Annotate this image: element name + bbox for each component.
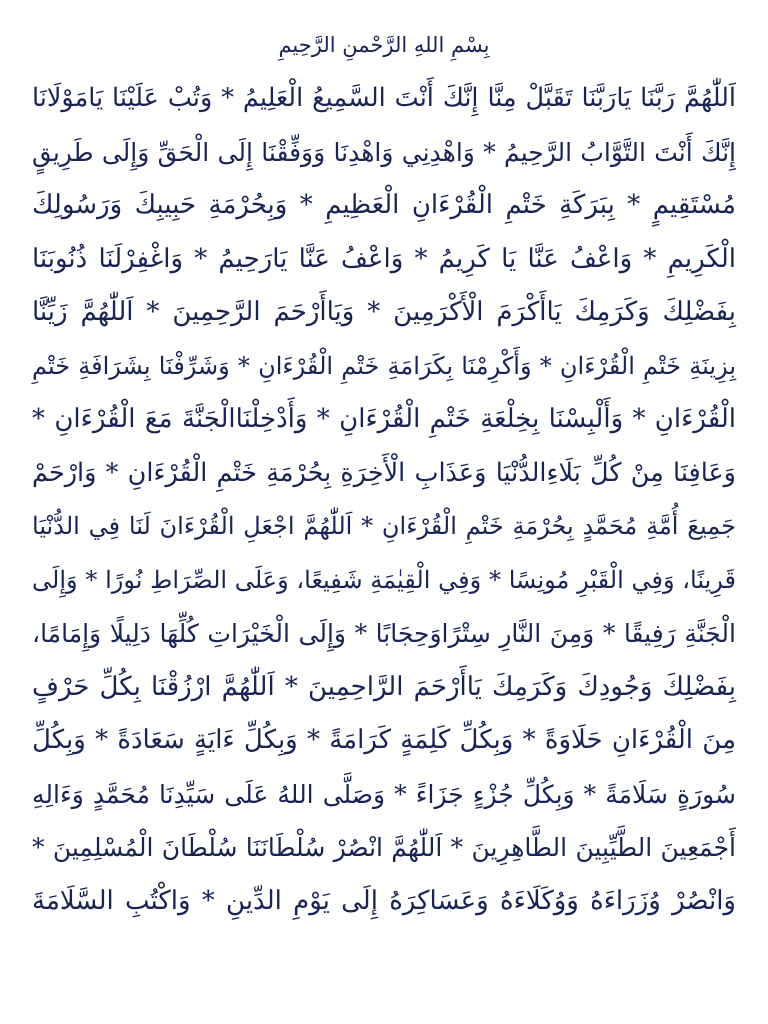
basmala-heading: بِسْمِ اللهِ الرَّحْمنِ الرَّحِيمِ bbox=[278, 33, 490, 57]
prayer-line-3: مُسْتَقِيمٍ * بِبَرَكَةِ خَتْمِ الْقُرْءَانِ الْعَظِيمِ * وَبِحُرْمَةِ حَبِيبِكَ وَرَسُولِكَ bbox=[32, 190, 736, 220]
prayer-line-7: الْقُرْءَانِ * وَأَلْبِسْنَا بِخِلْعَةِ خَتْمِ الْقُرْءَانِ * وَأَدْخِلْنَاالْجَنَّةَ مَعَ الْقُرْءَانِ * bbox=[32, 404, 736, 434]
prayer-line-14: سُورَةٍ سَلَامَةً * وَبِكُلِّ جُزْءٍ جَزَاءً * وَصَلَّى اللهُ عَلَى سَيِّدِنَا مُحَمَّدٍ وَءَالِهِ bbox=[32, 779, 736, 809]
prayer-line-8: وَعَافِنَا مِنْ كُلِّ بَلَاءِالدُّنْيَا وَعَذَابِ الْأَخِرَةِ بِحُرْمَةِ خَتْمِ الْقُرْءَانِ * وَارْحَمْ bbox=[32, 457, 736, 488]
prayer-line-15: أَجْمَعِينَ الطَّيِّبِينَ الطَّاهِرِينَ * اَللّٰهُمَّ انْصُرْ سُلْطَانَنَا سُلْطَانَ الْمُسْلِمِينَ * bbox=[32, 833, 736, 862]
prayer-line-13: مِنَ الْقُرْءَانِ حَلَاوَةً * وَبِكُلِّ كَلِمَةٍ كَرَامَةً * وَبِكُلِّ ءَايَةٍ سَعَادَةً * وَبِكُلِّ bbox=[32, 725, 736, 755]
prayer-line-10: قَرِينًا، وَفِي الْقَبْرِ مُونِسًا * وَفِي الْقِيٰمَةِ شَفِيعًا، وَعَلَى الصِّرَاطِ نُورًا * وَإِلَى bbox=[32, 565, 736, 594]
prayer-line-11: الْجَنَّةِ رَفِيقًا * وَمِنَ النَّارِ سِتْرًاوَحِجَابًا * وَإِلَى الْخَيْرَاتِ كُلِّهَا دَلِيلًا وَإِمَامًا، bbox=[32, 619, 736, 648]
prayer-line-4: الْكَرِيمِ * وَاعْفُ عَنَّا يَا كَرِيمُ * وَاعْفُ عَنَّا يَارَحِيمُ * وَاغْفِرْلَنَا ذُنُوبَنَا bbox=[32, 243, 736, 274]
prayer-line-6: بِزِينَةِ خَتْمِ الْقُرْءَانِ * وَأَكْرِمْنَا بِكَرَامَةِ خَتْمِ الْقُرْءَانِ * وَشَرِّفْنَا بِشَرَافَةِ خَتْمِ bbox=[32, 351, 737, 380]
prayer-line-2: إِنَّكَ أَنْتَ التَّوَّابُ الرَّحِيمُ * وَاهْدِنِي وَاهْدِنَا وَوَفِّقْنَا إِلَى الْحَقِّ وَإِلَى طَرِيقٍ bbox=[32, 137, 736, 167]
prayer-line-9: جَمِيعَ أُمَّةِ مُحَمَّدٍ بِحُرْمَةِ خَتْمِ الْقُرْءَانِ * اَللّٰهُمَّ اجْعَلِ الْقُرْءَانَ لَنَا فِي الدُّنْيَا bbox=[32, 512, 736, 540]
prayer-line-5: بِفَضْلِكَ وَكَرَمِكَ يَاأَكْرَمَ الْأَكْرَمِينَ * وَيَاأَرْحَمَ الرَّحِمِينَ * اَللّٰهُمَّ زَيِّنَّا bbox=[32, 297, 736, 327]
prayer-line-16: وَانْصُرْ وُزَرَاءَهُ وَوُكَلَاءَهُ وَعَسَاكِرَهُ إِلَى يَوْمِ الدِّينِ * وَاكْتُبِ السَّلَامَةَ bbox=[32, 885, 736, 916]
prayer-page bbox=[32, 30, 736, 984]
prayer-line-1: اَللّٰهُمَّ رَبَّنَا يَارَبَّنَا تَقَبَّلْ مِنَّا إِنَّكَ أَنْتَ السَّمِيعُ الْعَلِيمُ * وَتُبْ عَلَيْنَا يَامَوْلَانَا bbox=[32, 83, 736, 113]
prayer-line-12: بِفَضْلِكَ وَجُودِكَ وَكَرَمِكَ يَاأَرْحَمَ الرَّاحِمِينَ * اَللّٰهُمَّ ارْزُقْنَا بِكُلِّ حَرْفٍ bbox=[32, 671, 736, 702]
